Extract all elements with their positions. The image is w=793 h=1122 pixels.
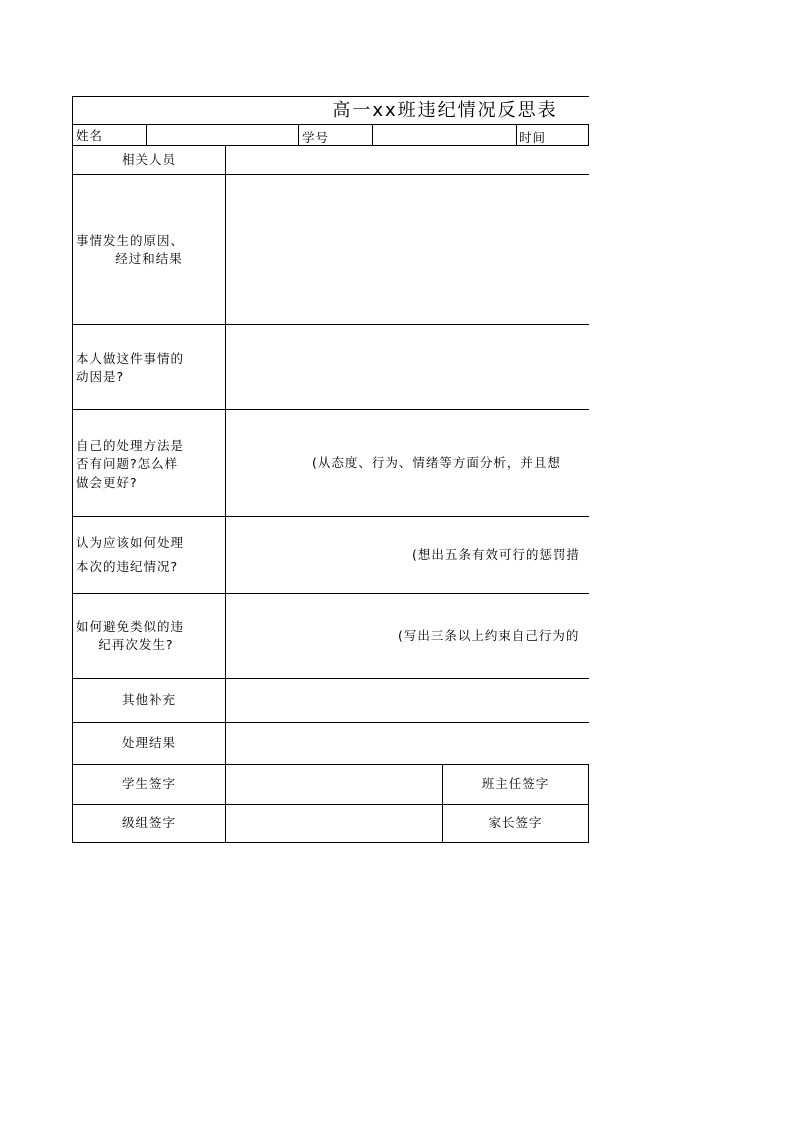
student-id-field[interactable] [373, 125, 515, 145]
result-field[interactable] [226, 723, 588, 763]
other-label: 其他补充 [121, 692, 176, 707]
prevent-label-line1: 如何避免类似的违 [76, 619, 185, 634]
related-persons-label: 相关人员 [121, 152, 176, 167]
prevent-field[interactable] [226, 594, 588, 677]
cause-label-line1: 事情发生的原因、 [76, 233, 185, 248]
handling-hint: (想出五条有效可行的惩罚措 [412, 547, 580, 562]
other-field[interactable] [226, 679, 588, 721]
method-field[interactable] [226, 410, 588, 515]
col-divider [588, 124, 589, 146]
method-label-line2: 否有问题?怎么样 [76, 456, 179, 471]
name-label: 姓名 [76, 128, 104, 143]
related-persons-field[interactable] [226, 146, 588, 173]
border-bottom [72, 842, 589, 843]
grade-signature-field[interactable] [226, 805, 442, 842]
border-top [72, 96, 589, 97]
signature-divider [588, 764, 589, 843]
prevent-hint: (写出三条以上约束自己行为的 [398, 628, 580, 643]
cause-label-line2: 经过和结果 [115, 251, 183, 266]
parent-signature-label: 家长签字 [488, 815, 543, 830]
grade-signature-label: 级组签字 [121, 815, 176, 830]
border-left [72, 96, 73, 843]
student-signature-field[interactable] [226, 765, 442, 804]
page-title: 高一xx班违纪情况反思表 [332, 100, 558, 121]
col-divider [298, 124, 299, 146]
handling-field[interactable] [226, 517, 588, 592]
time-label: 时间 [519, 130, 547, 145]
handling-label-line1: 认为应该如何处理 [76, 535, 185, 550]
prevent-label-line2: 纪再次发生? [98, 637, 174, 652]
col-divider [516, 124, 517, 146]
handling-label-line2: 本次的违纪情况? [76, 559, 179, 574]
motive-field[interactable] [226, 325, 588, 408]
teacher-signature-label: 班主任签字 [481, 776, 550, 791]
motive-label-line1: 本人做这件事情的 [76, 351, 185, 366]
method-label-line3: 做会更好? [76, 475, 138, 490]
method-hint: (从态度、行为、情绪等方面分析，并且想 [312, 455, 561, 470]
motive-label-line2: 动因是? [76, 369, 125, 384]
cause-field[interactable] [226, 175, 588, 323]
student-signature-label: 学生签字 [121, 776, 176, 791]
result-label: 处理结果 [121, 735, 176, 750]
student-id-label: 学号 [302, 130, 330, 145]
name-field[interactable] [147, 125, 297, 145]
method-label-line1: 自己的处理方法是 [76, 438, 185, 453]
